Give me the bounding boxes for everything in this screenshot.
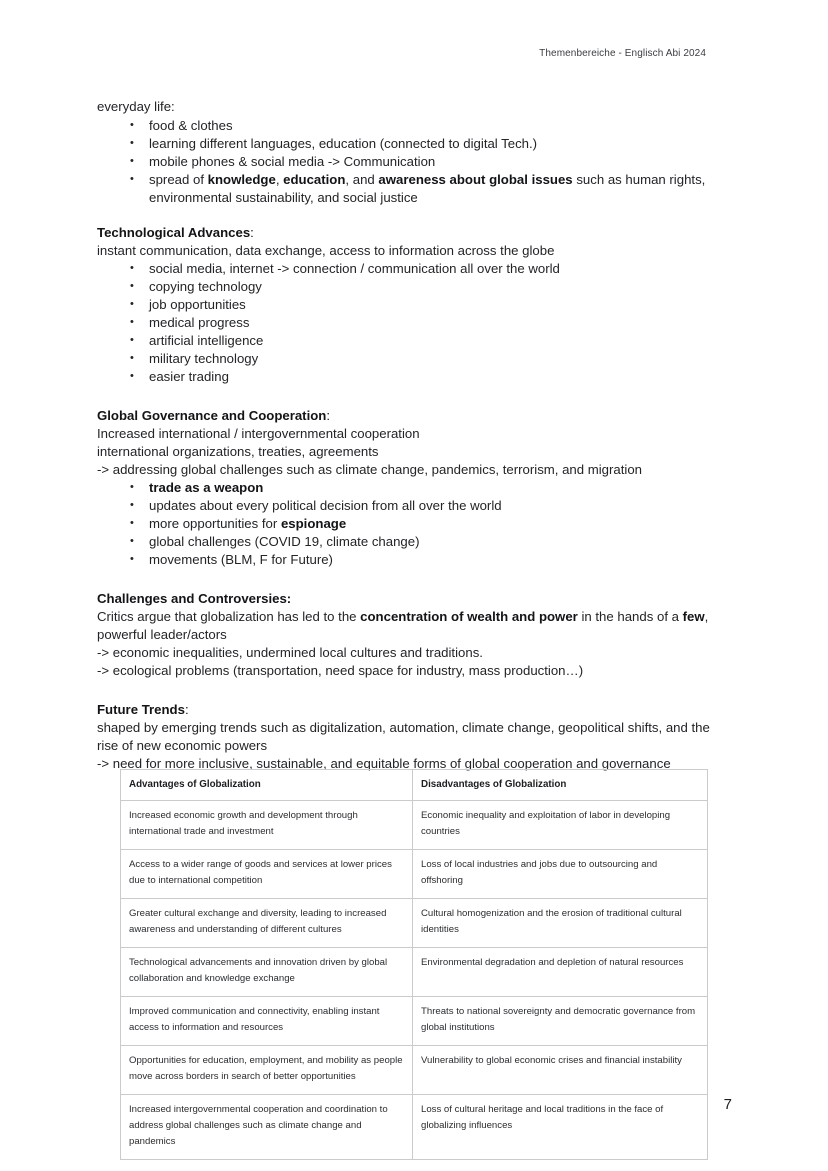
heading-global-governance-text: Global Governance and Cooperation	[97, 408, 327, 423]
list-item: • artificial intelligence	[97, 332, 731, 350]
cell-advantage: Opportunities for education, employment, and mobility as people move across borders in search of better opportunities	[121, 1046, 413, 1095]
heading-global-governance	[97, 407, 731, 425]
body-line: -> need for more inclusive, sustainable, and equitable forms of global cooperation and governance	[97, 756, 671, 771]
column-header-advantages: Advantages of Globalization	[121, 770, 413, 801]
bold-run: education	[283, 172, 346, 187]
body-line: international organizations, treaties, agreements	[97, 444, 379, 459]
table-head	[121, 770, 708, 801]
cell-disadvantage: Threats to national sovereignty and democratic governance from global institutions	[413, 997, 708, 1046]
bold-run: few	[682, 609, 705, 624]
text-run: , powerful leader/actors	[97, 609, 709, 642]
page-number: 7	[723, 1096, 732, 1113]
table-row	[121, 1046, 708, 1095]
bold-run: awareness about global issues	[378, 172, 573, 187]
technological-advances-lead: instant communication, data exchange, access to information across the globe	[97, 243, 555, 258]
cell-disadvantage: Loss of cultural heritage and local traditions in the face of globalizing influences	[413, 1095, 708, 1160]
heading-future-trends-colon: :	[184, 702, 189, 717]
table-header-row	[121, 770, 708, 801]
cell-disadvantage: Environmental degradation and depletion of natural resources	[413, 948, 708, 997]
list-item	[97, 515, 731, 533]
running-header: Themenbereiche - Englisch Abi 2024	[539, 48, 706, 59]
heading-future-trends-text: Future Trends	[97, 702, 185, 717]
body-line: -> ecological problems (transportation, need space for industry, mass production…)	[97, 663, 584, 678]
body-line: -> addressing global challenges such as climate change, pandemics, terrorism, and migration	[97, 462, 643, 477]
cell-advantage: Technological advancements and innovation driven by global collaboration and knowledge exchange	[121, 948, 413, 997]
list-item: • learning different languages, education (connected to digital Tech.)	[97, 135, 731, 153]
table-row	[121, 801, 708, 850]
text-run: spread of	[149, 172, 208, 187]
list-item: • updates about every political decision from all over the world	[97, 497, 731, 515]
table-row	[121, 1095, 708, 1160]
heading-technological-advances-colon: :	[250, 225, 254, 240]
globalization-comparison-table-wrapper	[120, 769, 707, 1160]
cell-advantage: Increased economic growth and development through international trade and investment	[121, 801, 413, 850]
text-run: ,	[275, 172, 284, 187]
bold-run: knowledge	[207, 172, 276, 187]
heading-global-governance-colon: :	[326, 408, 331, 423]
text-run: such as human rights, environmental sustainability, and social justice	[149, 172, 706, 205]
list-item: • social media, internet -> connection / communication all over the world	[97, 260, 731, 278]
table-body	[121, 801, 708, 1160]
list-item: • military technology	[97, 350, 731, 368]
column-header-disadvantages: Disadvantages of Globalization	[413, 770, 708, 801]
challenges-lines	[97, 644, 731, 680]
challenges-paragraph	[97, 608, 731, 644]
global-governance-bullet-list	[97, 479, 731, 569]
list-item: • global challenges (COVID 19, climate change)	[97, 533, 731, 551]
cell-disadvantage: Cultural homogenization and the erosion of traditional cultural identities	[413, 899, 708, 948]
cell-advantage: Improved communication and connectivity, enabling instant access to information and resources	[121, 997, 413, 1046]
bold-run: espionage	[280, 516, 347, 531]
document-body	[97, 98, 731, 773]
text-run: in the hands of a	[577, 609, 683, 624]
future-trends-lines	[97, 719, 731, 773]
cell-advantage: Greater cultural exchange and diversity, leading to increased awareness and understanding of different cultures	[121, 899, 413, 948]
cell-disadvantage: Economic inequality and exploitation of labor in developing countries	[413, 801, 708, 850]
global-governance-lines	[97, 425, 731, 479]
list-item	[97, 171, 731, 207]
bold-run: concentration of wealth and power	[360, 609, 578, 624]
globalization-comparison-table	[120, 769, 708, 1160]
list-item	[97, 479, 731, 497]
body-line: shaped by emerging trends such as digitalization, automation, climate change, geopolitical shifts, and the rise of new economic powers	[97, 720, 710, 753]
list-item: • movements (BLM, F for Future)	[97, 551, 731, 569]
list-item: • job opportunities	[97, 296, 731, 314]
body-line: Increased international / intergovernmental cooperation	[97, 426, 420, 441]
cell-disadvantage: Vulnerability to global economic crises and financial instability	[413, 1046, 708, 1095]
table-row	[121, 997, 708, 1046]
list-item: • food & clothes	[97, 117, 731, 135]
bold-run: trade as a weapon	[149, 480, 264, 495]
heading-technological-advances	[97, 224, 731, 242]
table-row	[121, 899, 708, 948]
list-item: • copying technology	[97, 278, 731, 296]
table-row	[121, 948, 708, 997]
body-line: -> economic inequalities, undermined local cultures and traditions.	[97, 645, 483, 660]
text-run: more opportunities for	[149, 516, 281, 531]
list-item: • medical progress	[97, 314, 731, 332]
heading-technological-advances-text: Technological Advances	[97, 225, 251, 240]
list-item: • easier trading	[97, 368, 731, 386]
technological-advances-bullet-list	[97, 260, 731, 386]
everyday-life-lead: everyday life:	[97, 99, 175, 114]
cell-advantage: Increased intergovernmental cooperation and coordination to address global challenges such as climate change and pandemics	[121, 1095, 413, 1160]
heading-challenges-controversies: Challenges and Controversies:	[97, 591, 292, 606]
text-run: , and	[345, 172, 379, 187]
text-run: Critics argue that globalization has led to the	[97, 609, 361, 624]
heading-future-trends	[97, 701, 731, 719]
everyday-life-bullet-list	[97, 117, 731, 207]
table-row	[121, 850, 708, 899]
cell-disadvantage: Loss of local industries and jobs due to outsourcing and offshoring	[413, 850, 708, 899]
list-item: • mobile phones & social media -> Communication	[97, 153, 731, 171]
cell-advantage: Access to a wider range of goods and services at lower prices due to international competition	[121, 850, 413, 899]
